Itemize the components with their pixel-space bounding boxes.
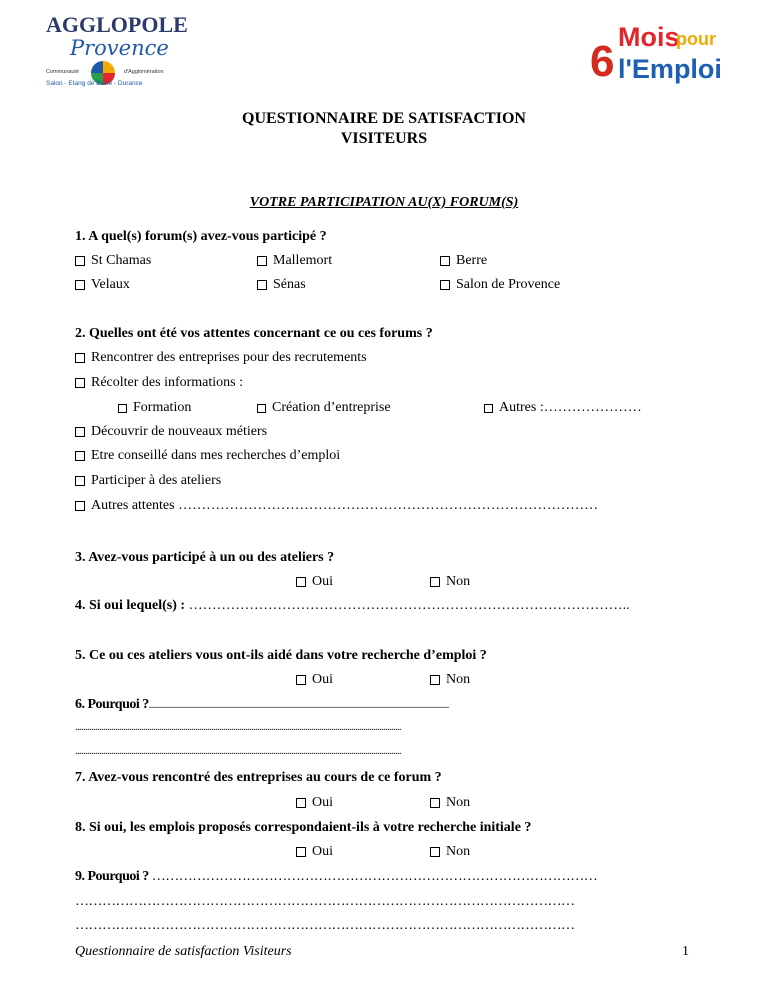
checkbox[interactable] — [75, 501, 85, 511]
q9-answer-line-3[interactable]: ………………………………………………………………………………………………… — [75, 918, 575, 933]
question-3: 3. Avez-vous participé à un ou des ateliers ? — [75, 550, 335, 565]
q1-option-mallemort[interactable]: Mallemort — [257, 253, 332, 269]
checkbox[interactable] — [296, 675, 306, 685]
page-number: 1 — [682, 944, 689, 959]
q7-option-non[interactable]: Non — [430, 795, 470, 811]
checkbox[interactable] — [430, 847, 440, 857]
checkbox[interactable] — [430, 675, 440, 685]
question-4-row — [75, 598, 630, 614]
q4-answer-line[interactable]: ………………………………………………………………………………….. — [185, 598, 630, 613]
six-mois-logo-emploi: l'Emploi — [618, 54, 722, 84]
q2-option-informations[interactable]: Récolter des informations : — [75, 375, 243, 391]
q2-option-autres-attentes[interactable]: Autres attentes ……………………………………………………………………………… — [75, 498, 598, 514]
agglopole-logo-title: AGGLOPOLE — [46, 12, 188, 37]
checkbox[interactable] — [118, 404, 127, 413]
q2-option-recrutements[interactable]: Rencontrer des entreprises pour des recrutements — [75, 350, 367, 366]
agglopole-logo-footer: Salon - Etang de Berre - Durance — [46, 80, 143, 87]
six-mois-logo-mois: Mois — [618, 22, 680, 52]
q6-answer-line-1[interactable]: ...................................................................................................................................................... — [148, 700, 449, 711]
checkbox[interactable] — [296, 577, 306, 587]
q8-option-oui[interactable]: Oui — [296, 844, 333, 860]
q2-option-ateliers[interactable]: Participer à des ateliers — [75, 473, 221, 489]
q9-answer-line-1[interactable]: ……………………………………………………………………………………… — [148, 869, 598, 884]
q6-answer-line-3[interactable]: ................................................................................................................................................................... — [75, 746, 401, 757]
checkbox[interactable] — [257, 256, 267, 266]
agglopole-logo-right-text: d'Agglomération — [124, 69, 164, 75]
q5-option-oui[interactable]: Oui — [296, 672, 333, 688]
q5-option-non[interactable]: Non — [430, 672, 470, 688]
q2-sub-formation[interactable]: Formation — [118, 400, 191, 416]
checkbox[interactable] — [75, 378, 85, 388]
question-4: 4. Si oui lequel(s) : — [75, 598, 186, 613]
checkbox[interactable] — [430, 577, 440, 587]
checkbox[interactable] — [75, 256, 85, 266]
q1-option-velaux[interactable]: Velaux — [75, 277, 130, 293]
q2-option-conseil[interactable]: Etre conseillé dans mes recherches d’emploi — [75, 448, 340, 464]
checkbox[interactable] — [440, 280, 450, 290]
agglopole-logo-subtitle: Provence — [70, 36, 169, 60]
checkbox[interactable] — [75, 280, 85, 290]
checkbox[interactable] — [75, 427, 85, 437]
six-mois-logo-pour: pour — [676, 29, 716, 49]
checkbox[interactable] — [257, 280, 267, 290]
checkbox[interactable] — [75, 353, 85, 363]
page-title — [0, 109, 768, 149]
q2-sub-creation[interactable]: Création d’entreprise — [257, 400, 391, 416]
page-title-line1: QUESTIONNAIRE DE SATISFACTION — [242, 110, 526, 127]
q3-option-non[interactable]: Non — [430, 574, 470, 590]
q9-answer-line-2[interactable]: ………………………………………………………………………………………………… — [75, 894, 575, 909]
six-mois-logo-number: 6 — [590, 37, 615, 86]
checkbox[interactable] — [484, 404, 493, 413]
question-7: 7. Avez-vous rencontré des entreprises au cours de ce forum ? — [75, 770, 442, 785]
checkbox[interactable] — [257, 404, 266, 413]
footer-text: Questionnaire de satisfaction Visiteurs — [75, 944, 292, 959]
q1-option-berre[interactable]: Berre — [440, 253, 487, 269]
q2-sub-autres[interactable]: Autres :………………… — [484, 400, 642, 416]
q1-option-st-chamas[interactable]: St Chamas — [75, 253, 151, 269]
checkbox[interactable] — [75, 451, 85, 461]
question-1: 1. A quel(s) forum(s) avez-vous participé ? — [75, 229, 327, 244]
question-5: 5. Ce ou ces ateliers vous ont-ils aidé dans votre recherche d’emploi ? — [75, 648, 487, 663]
checkbox[interactable] — [296, 798, 306, 808]
question-2: 2. Quelles ont été vos attentes concernant ce ou ces forums ? — [75, 326, 433, 341]
checkbox[interactable] — [75, 476, 85, 486]
checkbox[interactable] — [440, 256, 450, 266]
q8-option-non[interactable]: Non — [430, 844, 470, 860]
agglopole-logo — [46, 12, 188, 94]
question-6: 6. Pourquoi ? — [75, 697, 149, 712]
q2-option-metiers[interactable]: Découvrir de nouveaux métiers — [75, 424, 267, 440]
checkbox[interactable] — [430, 798, 440, 808]
checkbox[interactable] — [296, 847, 306, 857]
q3-option-oui[interactable]: Oui — [296, 574, 333, 590]
q1-option-salon[interactable]: Salon de Provence — [440, 277, 560, 293]
q6-answer-line-2[interactable]: ................................................................................................................................................................... — [75, 722, 401, 733]
q7-option-oui[interactable]: Oui — [296, 795, 333, 811]
q1-option-senas[interactable]: Sénas — [257, 277, 306, 293]
six-mois-logo — [590, 22, 720, 94]
question-9: 9. Pourquoi ? — [75, 869, 149, 884]
page-title-line2: VISITEURS — [340, 130, 428, 147]
question-6-row — [75, 697, 695, 713]
question-9-row — [75, 869, 695, 885]
question-8: 8. Si oui, les emplois proposés correspondaient-ils à votre recherche initiale ? — [75, 820, 532, 835]
section-heading: VOTRE PARTICIPATION AU(X) FORUM(S) — [249, 195, 519, 210]
agglopole-logo-left-text: Communauté — [46, 69, 80, 75]
